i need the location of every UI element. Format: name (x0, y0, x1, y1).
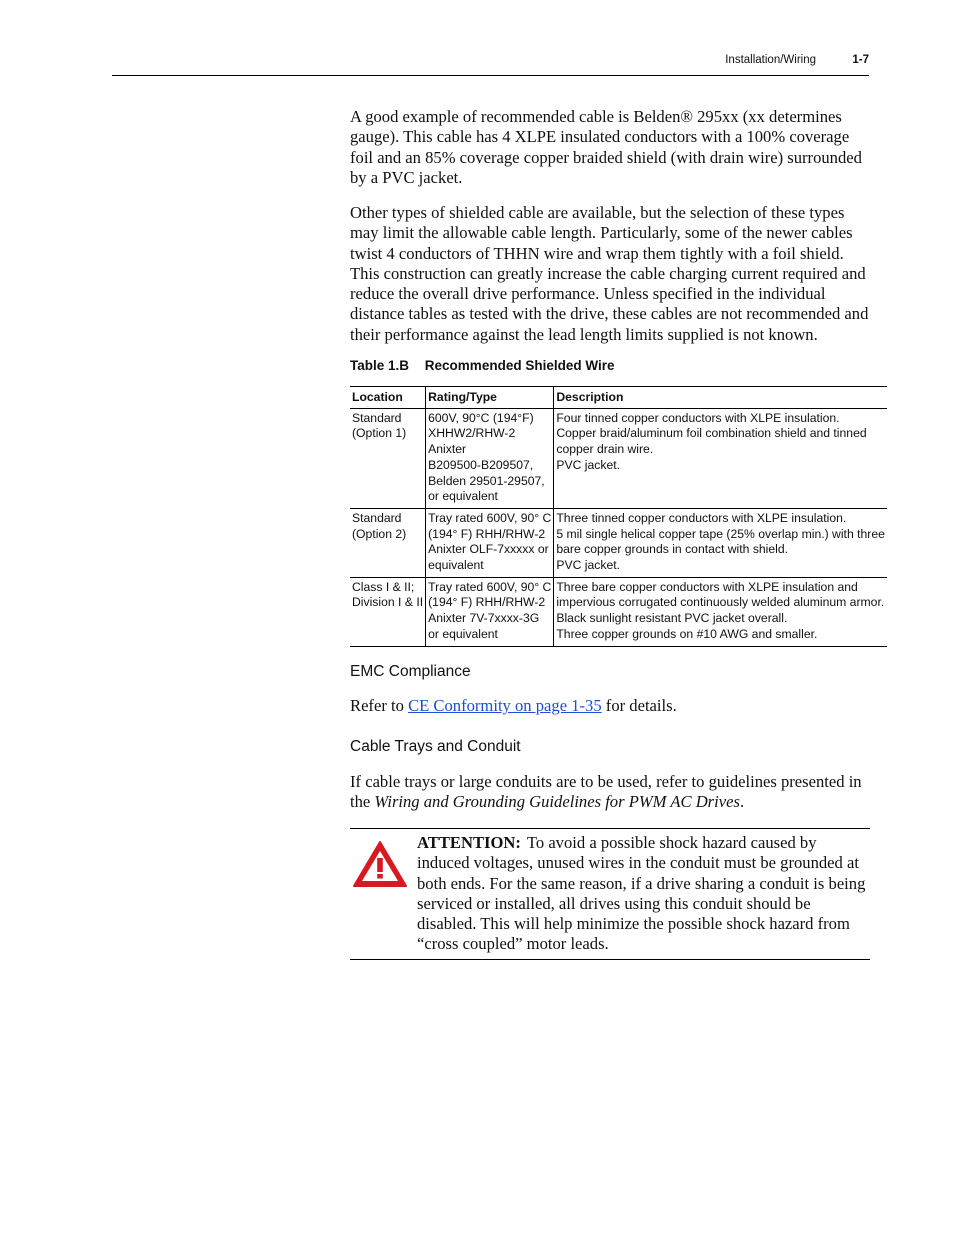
cell-description (554, 408, 887, 508)
attention-message: To avoid a possible shock hazard caused by induced voltages, unused wires in the conduit must be grounded at both ends. For the same reason, if a drive sharing a conduit is being serviced or installed, all drives using this conduit should be disabled. This will help minimize the possible shock hazard from “cross coupled” motor leads. (417, 833, 866, 954)
paragraph-other-shielded-cables: Other types of shielded cable are available, but the selection of these types may limit the allowable cable length. Particularly, some of the newer cables twist 4 conductors of THHN wire and wrap them tightly with a foil shield. This construction can greatly increase the cable charging current required and reduce the overall drive performance. Unless specified in the individual distance tables as tested with the drive, these cables are not recommended and their performance against the lead length limits supplied is not known. (350, 203, 869, 344)
cell-line: Belden 29501-29507, (428, 473, 545, 488)
recommended-shielded-wire-table (350, 386, 887, 647)
cell-line: Anixter OLF-7xxxxx or (428, 542, 549, 557)
trays-text-before: If cable trays or large conduits are to be used, refer to guidelines presented in the (350, 772, 862, 812)
cell-line: bare copper grounds in contact with shield. (556, 542, 789, 557)
table-caption-number: Table 1.B (350, 358, 410, 373)
table-header-row (350, 387, 887, 409)
cell-line: B209500-B209507, (428, 457, 534, 472)
cell-description (554, 508, 887, 577)
cable-trays-heading: Cable Trays and Conduit (350, 738, 521, 755)
cell-line: Three tinned copper conductors with XLPE insulation. (556, 510, 847, 525)
cell-location (350, 577, 426, 646)
cell-line: Black sunlight resistant PVC jacket overall. (556, 611, 788, 626)
guidelines-title: Wiring and Grounding Guidelines for PWM AC Drives (374, 792, 740, 812)
cell-line: Division I & II (352, 595, 424, 610)
cell-rating-type (426, 508, 554, 577)
shielded-cable-paragraph-block (350, 203, 870, 345)
trays-text-after: . (739, 792, 745, 812)
cell-line: or equivalent (428, 626, 498, 641)
cell-line: (194° F) RHH/RHW-2 (428, 595, 546, 610)
cell-line: PVC jacket. (556, 558, 621, 573)
cell-line: Tray rated 600V, 90° C (428, 579, 552, 594)
emc-text-before: Refer to (350, 696, 409, 715)
trays-paragraph (350, 772, 870, 813)
cell-location (350, 508, 426, 577)
cell-line: (Option 1) (352, 426, 407, 441)
cell-line: impervious corrugated continuously welded aluminum armor. (556, 595, 885, 610)
table-row (350, 577, 887, 646)
column-header-rating-type: Rating/Type (426, 387, 554, 409)
running-header (0, 52, 954, 76)
warning-triangle-icon (352, 839, 408, 889)
table-row (350, 408, 887, 508)
trays-paragraph-block (350, 772, 870, 813)
cell-line: 600V, 90°C (194°F) (428, 410, 534, 425)
column-header-location: Location (350, 387, 426, 409)
cell-line: Four tinned copper conductors with XLPE insulation. (556, 410, 840, 425)
intro-paragraph-block (350, 107, 870, 188)
cell-line: or equivalent (428, 489, 498, 504)
cell-location (350, 408, 426, 508)
cell-line: Standard (352, 510, 402, 525)
table-caption (350, 358, 614, 373)
cell-line: (Option 2) (352, 526, 407, 541)
paragraph-belden-example: A good example of recommended cable is Belden® 295xx (xx determines gauge). This cable has 4 XLPE insulated conductors with a 100% coverage foil and an 85% coverage copper braided shield (with drain wire) surrounded by a PVC jacket. (350, 107, 862, 187)
attention-box (350, 828, 870, 960)
cell-line: Tray rated 600V, 90° C (428, 510, 552, 525)
ce-conformity-link[interactable]: CE Conformity on page 1-35 (408, 696, 602, 715)
header-section-title: Installation/Wiring (725, 54, 816, 66)
cell-line: Copper braid/aluminum foil combination shield and tinned (556, 426, 867, 441)
cell-line: copper drain wire. (556, 442, 654, 457)
cell-rating-type (426, 408, 554, 508)
column-header-description: Description (554, 387, 887, 409)
cell-line: equivalent (428, 558, 484, 573)
attention-text (417, 833, 869, 955)
cell-line: Anixter (428, 442, 467, 457)
cell-line: PVC jacket. (556, 457, 621, 472)
cell-line: (194° F) RHH/RHW-2 (428, 526, 546, 541)
cell-line: Standard (352, 410, 402, 425)
cell-line: Three bare copper conductors with XLPE insulation and (556, 579, 858, 594)
cell-line: Three copper grounds on #10 AWG and smaller. (556, 626, 818, 641)
emc-compliance-heading: EMC Compliance (350, 663, 471, 680)
cell-line: 5 mil single helical copper tape (25% overlap min.) with three (556, 526, 885, 541)
emc-text-after: for details. (601, 696, 677, 715)
emc-paragraph-block (350, 696, 870, 716)
header-rule (112, 75, 869, 76)
cell-description (554, 577, 887, 646)
page-number: 1-7 (852, 54, 869, 66)
cell-line: Class I & II; (352, 579, 415, 594)
table-caption-title: Recommended Shielded Wire (424, 358, 615, 373)
cell-line: XHHW2/RHW-2 (428, 426, 516, 441)
attention-label: ATTENTION: (417, 833, 521, 852)
table-row (350, 508, 887, 577)
emc-paragraph (350, 696, 870, 716)
cell-line: Anixter 7V-7xxxx-3G (428, 611, 540, 626)
cell-rating-type (426, 577, 554, 646)
